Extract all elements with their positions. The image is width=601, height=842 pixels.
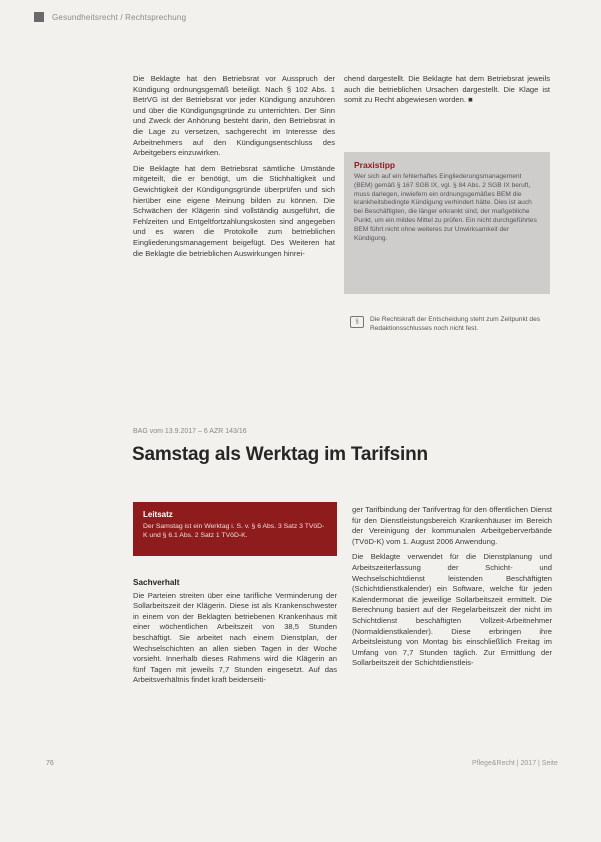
tip-text: Wer sich auf ein fehlerhaftes Eingliederungsmanagement (BEM) gemäß § 167 SGB IX, vgl. § 84 Abs. 2 SGB IX beruft, muss darlegen, inwiefern ein ordnungsgemäßes BEM die krankheitsbedingte Kündigung verhindert hätte. Dies ist auch bei Beschäftigten, die länger erkrankt sind, der maßgebliche Punkt, um ein mildes Mittel zu prüfen. Ein nicht durchgeführtes BEM führt nicht ohne weiteres zur Unwirksamkeit der Kündigung. — [354, 173, 537, 242]
paragraph: chend dargestellt. Die Beklagte hat dem Betriebsrat jeweils auch die betrieblichen Ursachen dargestellt. Die Klage ist somit zu Recht abgewiesen worden. ■ — [344, 74, 550, 105]
section-title: Gesundheitsrecht / Rechtsprechung — [52, 12, 187, 22]
leitsatz-box — [133, 502, 337, 556]
practice-tip-box — [344, 152, 550, 294]
column-2 — [344, 74, 550, 111]
page-header — [34, 12, 186, 22]
pdf-icon: § — [350, 316, 364, 328]
paragraph: Die Beklagte hat dem Betriebsrat sämtliche Umstände mitgeteilt, die er benötigt, um die Stichhaltigkeit und Gewichtigkeit der Kündigungsgründe überprüfen und sich hierüber eine eigene Meinung bilden zu können. Die Schwächen der Klägerin sind vollständig ausgeführt, die Fehlzeiten und Entgeltfortzahlungskosten sind angegeben und es waren die Protokolle zum betrieblichen Eingliederungsmanagement beigefügt. Des Weiteren hat die Beklagte die betrieblichen Auswirkungen hinrei- — [133, 163, 335, 258]
case-reference: BAG vom 13.9.2017 – 6 AZR 143/16 — [133, 428, 247, 435]
column-4 — [352, 505, 552, 674]
paragraph: Die Parteien streiten über eine tarifliche Verminderung der Sollarbeitszeit der Klägerin. Diese ist als Krankenschwester in einem von der Beklagten betriebenen Krankenhaus mit einer wöchentlichen Arbeitszeit von 38,5 Stunden beschäftigt. Sie arbeitet nach einem Dienstplan, der Wechselschichten an allen sieben Tagen in der Woche vorsieht. Innerhalb dieses Rahmens wird die Klägerin an fünf Tagen mit jeweils 7,7 Stunden eingesetzt. Auf das Arbeitsverhältnis findet kraft beiderseiti- — [133, 590, 337, 685]
journal-footer: Pflege&Recht | 2017 | Seite — [472, 760, 558, 767]
paragraph: Die Beklagte hat den Betriebsrat vor Ausspruch der Kündigung ordnungsgemäß beteiligt. Nach § 102 Abs. 1 BetrVG ist der Betriebsrat vor jeder Kündigung anzuhören und über die Kündigungsgründe zu unterrichten. Der Sinn und Zweck der Anhörung besteht darin, den Betriebsrat in die Lage zu versetzen, sachgerecht im Interesse des Arbeitnehmers auf den Kündigungsentschluss des Arbeitgebers einzuwirken. — [133, 74, 335, 158]
legal-note — [350, 316, 550, 334]
leitsatz-title: Leitsatz — [143, 510, 173, 519]
tip-title: Praxistipp — [354, 160, 396, 170]
leitsatz-text: Der Samstag ist ein Werktag i. S. v. § 6 Abs. 3 Satz 3 TVöD-K und § 6.1 Abs. 2 Satz 1 TVöD-K. — [143, 523, 325, 539]
note-text: Die Rechtskraft der Entscheidung steht zum Zeitpunkt des Redaktionsschlusses noch nicht fest. — [370, 316, 541, 332]
page-number: 76 — [46, 760, 54, 767]
section-marker-icon — [34, 12, 44, 22]
article-headline: Samstag als Werktag im Tarifsinn — [132, 444, 428, 465]
column-3 — [133, 578, 337, 691]
paragraph: Die Beklagte verwendet für die Dienstplanung und Arbeitszeiterfassung der Schicht- und Wechselschichtdienst leistenden Beschäftigten (Schichtdienstkalender) ein Software, welche für jeden Kalendermonat die jeweilige Sollarbeitszeit ermittelt. Die Berechnung basiert auf der Regelarbeitszeit der nicht im Schichtdienst beschäftigten Vollzeit-Arbeitnehmer (Normaldienstkalender). Diese erbringen ihre Arbeitsleistung von Montag bis einschließlich Freitag im Umfang von 7,7 Stunden täglich. Zur Ermittlung der Sollarbeitszeit der Schichtdienstleis- — [352, 552, 552, 668]
column-1 — [133, 74, 335, 264]
section-heading: Sachverhalt — [133, 578, 180, 587]
paragraph: ger Tarifbindung der Tarifvertrag für den öffentlichen Dienst für den Dienstleistungsbereich Krankenhäuser im Bereich der Vereinigung der kommunalen Arbeitgeberverbände (TVöD-K) vom 1. August 2006 Anwendung. — [352, 505, 552, 546]
